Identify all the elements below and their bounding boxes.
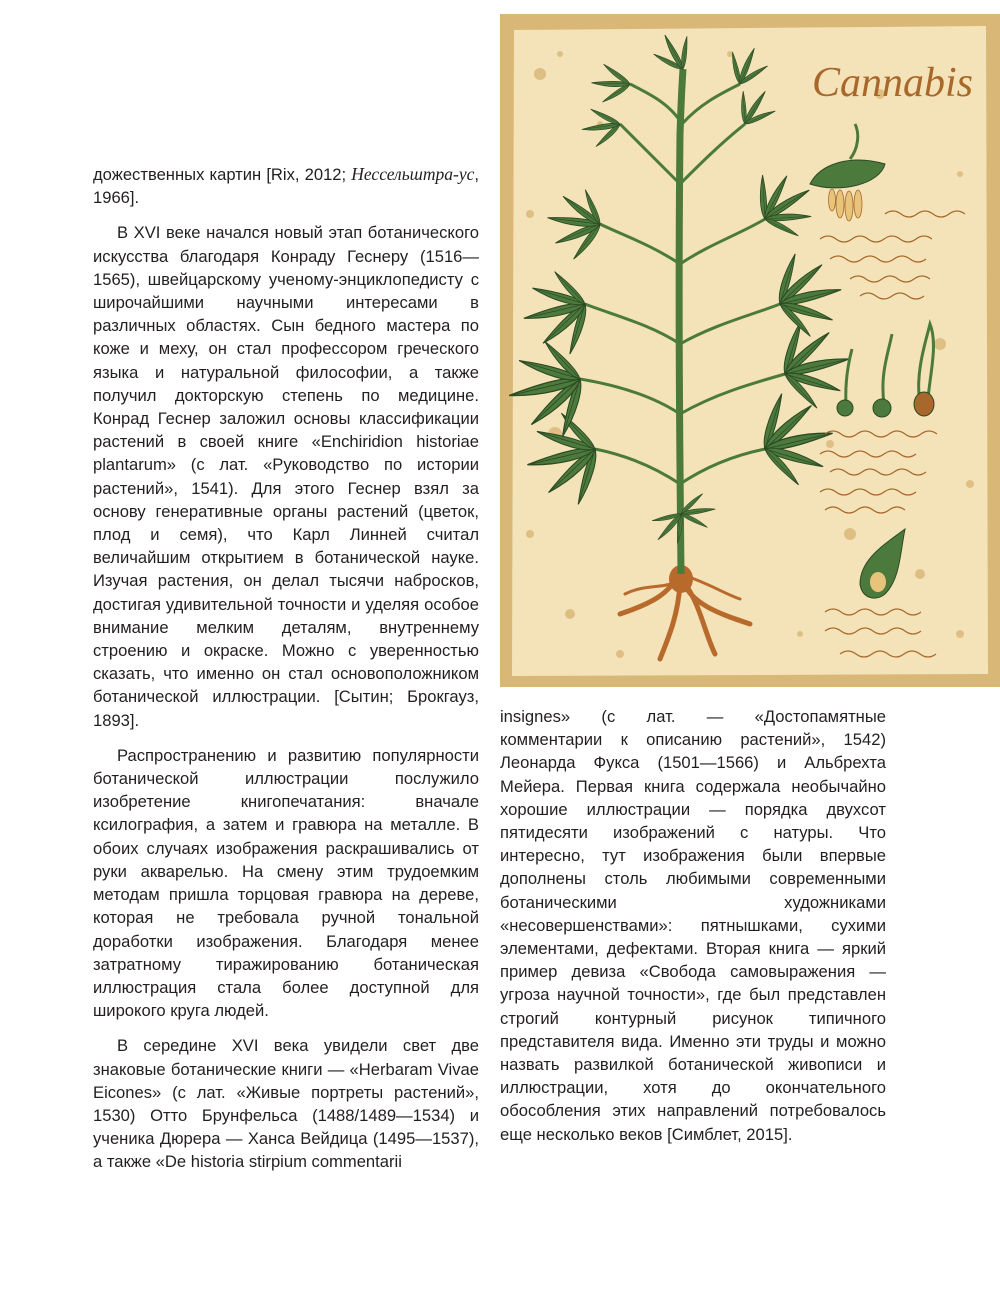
paragraph-4: В середине XVI века увидели свет две знаковые ботанические книги — «Herbaram Vivae Eicones» (с лат. «Живые портреты растений», 1530) Отто Брунфельса (1488/1489—1534) и ученика Дюрера — Ханса Вейдица (1495—1537), а также «De historia stirpium commentarii [93,1036,479,1172]
author-name: Нессельштра-ус [351,164,475,184]
paragraph-2: В XVI веке начался новый этап ботанического искусства благодаря Конраду Геснеру (1516—1565), швейцарскому ученому-энциклопедисту с широчайшими научными интересами в различных областях. Сын бедного мастера по коже и меху, он стал профессором греческого языка и натуральной философии, а также получил докторскую степень по медицине. Конрад Геснер заложил основы классификации растений в своей книге «Enchiridion historiae plantarum» (с лат. «Руководство по истории растений», 1541). Для этого Геснер взял за основу генеративные органы растений (цветок, плод и семя), что Карл Линней считал величайшим открытием в ботанической науке. Изучая растения, он делал тысячи набросков, достигая удивительной точности и уделяя особое внимание мелким деталям, внутреннему строению и окраске. Можно с уверенностью сказать, что именно он стал основоположником ботанической иллюстрации. [Сытин; Брокгауз, 1893]. [93,223,479,730]
paragraph-1 [93,163,479,209]
right-text-column [500,705,886,1158]
paragraph-3: Распространению и развитию популярности ботанической иллюстрации послужило изобретение книгопечатания: вначале ксилография, а затем и гравюра на металле. В обоих случаях изображения раскрашивались от руки акварелью. На смену этим трудоемким методам пришла торцовая гравюра на дереве, которая не требовала ручной тональной доработки изображения. Благодаря менее затратному тиражированию ботаническая иллюстрация стала более доступной для широкого круга людей. [93,745,479,1021]
left-text-column [93,163,479,1186]
text-span: дожественных картин [Rix, 2012; [93,165,352,184]
main-stem [679,69,683,574]
cannabis-illustration [500,14,1000,687]
illustration-title: Cannabis [812,60,974,106]
paragraph-5: insignes» (с лат. — «Достопамятные комментарии к описанию растений», 1542) Леонарда Фукса (1501—1566) и Альбрехта Мейера. Первая книга содержала необычайно хорошие иллюстрации — порядка двухсот пятидесяти изображений с натуры. Что интересно, тут изображения были впервые дополнены столь любимыми современными ботаническими художниками «несовершенствами»: пятнышками, сухими элементами, дефектами. Вторая книга — яркий пример девиза «Свобода самовыражения — угроза научной точности», где был представлен строгий контурный рисунок типичного представителя вида. Именно эти труды и можно назвать развилкой ботанической живописи и иллюстрации, хотя до окончательного обособления этих направлений потребовалось еще несколько веков [Симблет, 2015]. [500,707,886,1144]
text-span: , 1966]. [93,165,479,208]
